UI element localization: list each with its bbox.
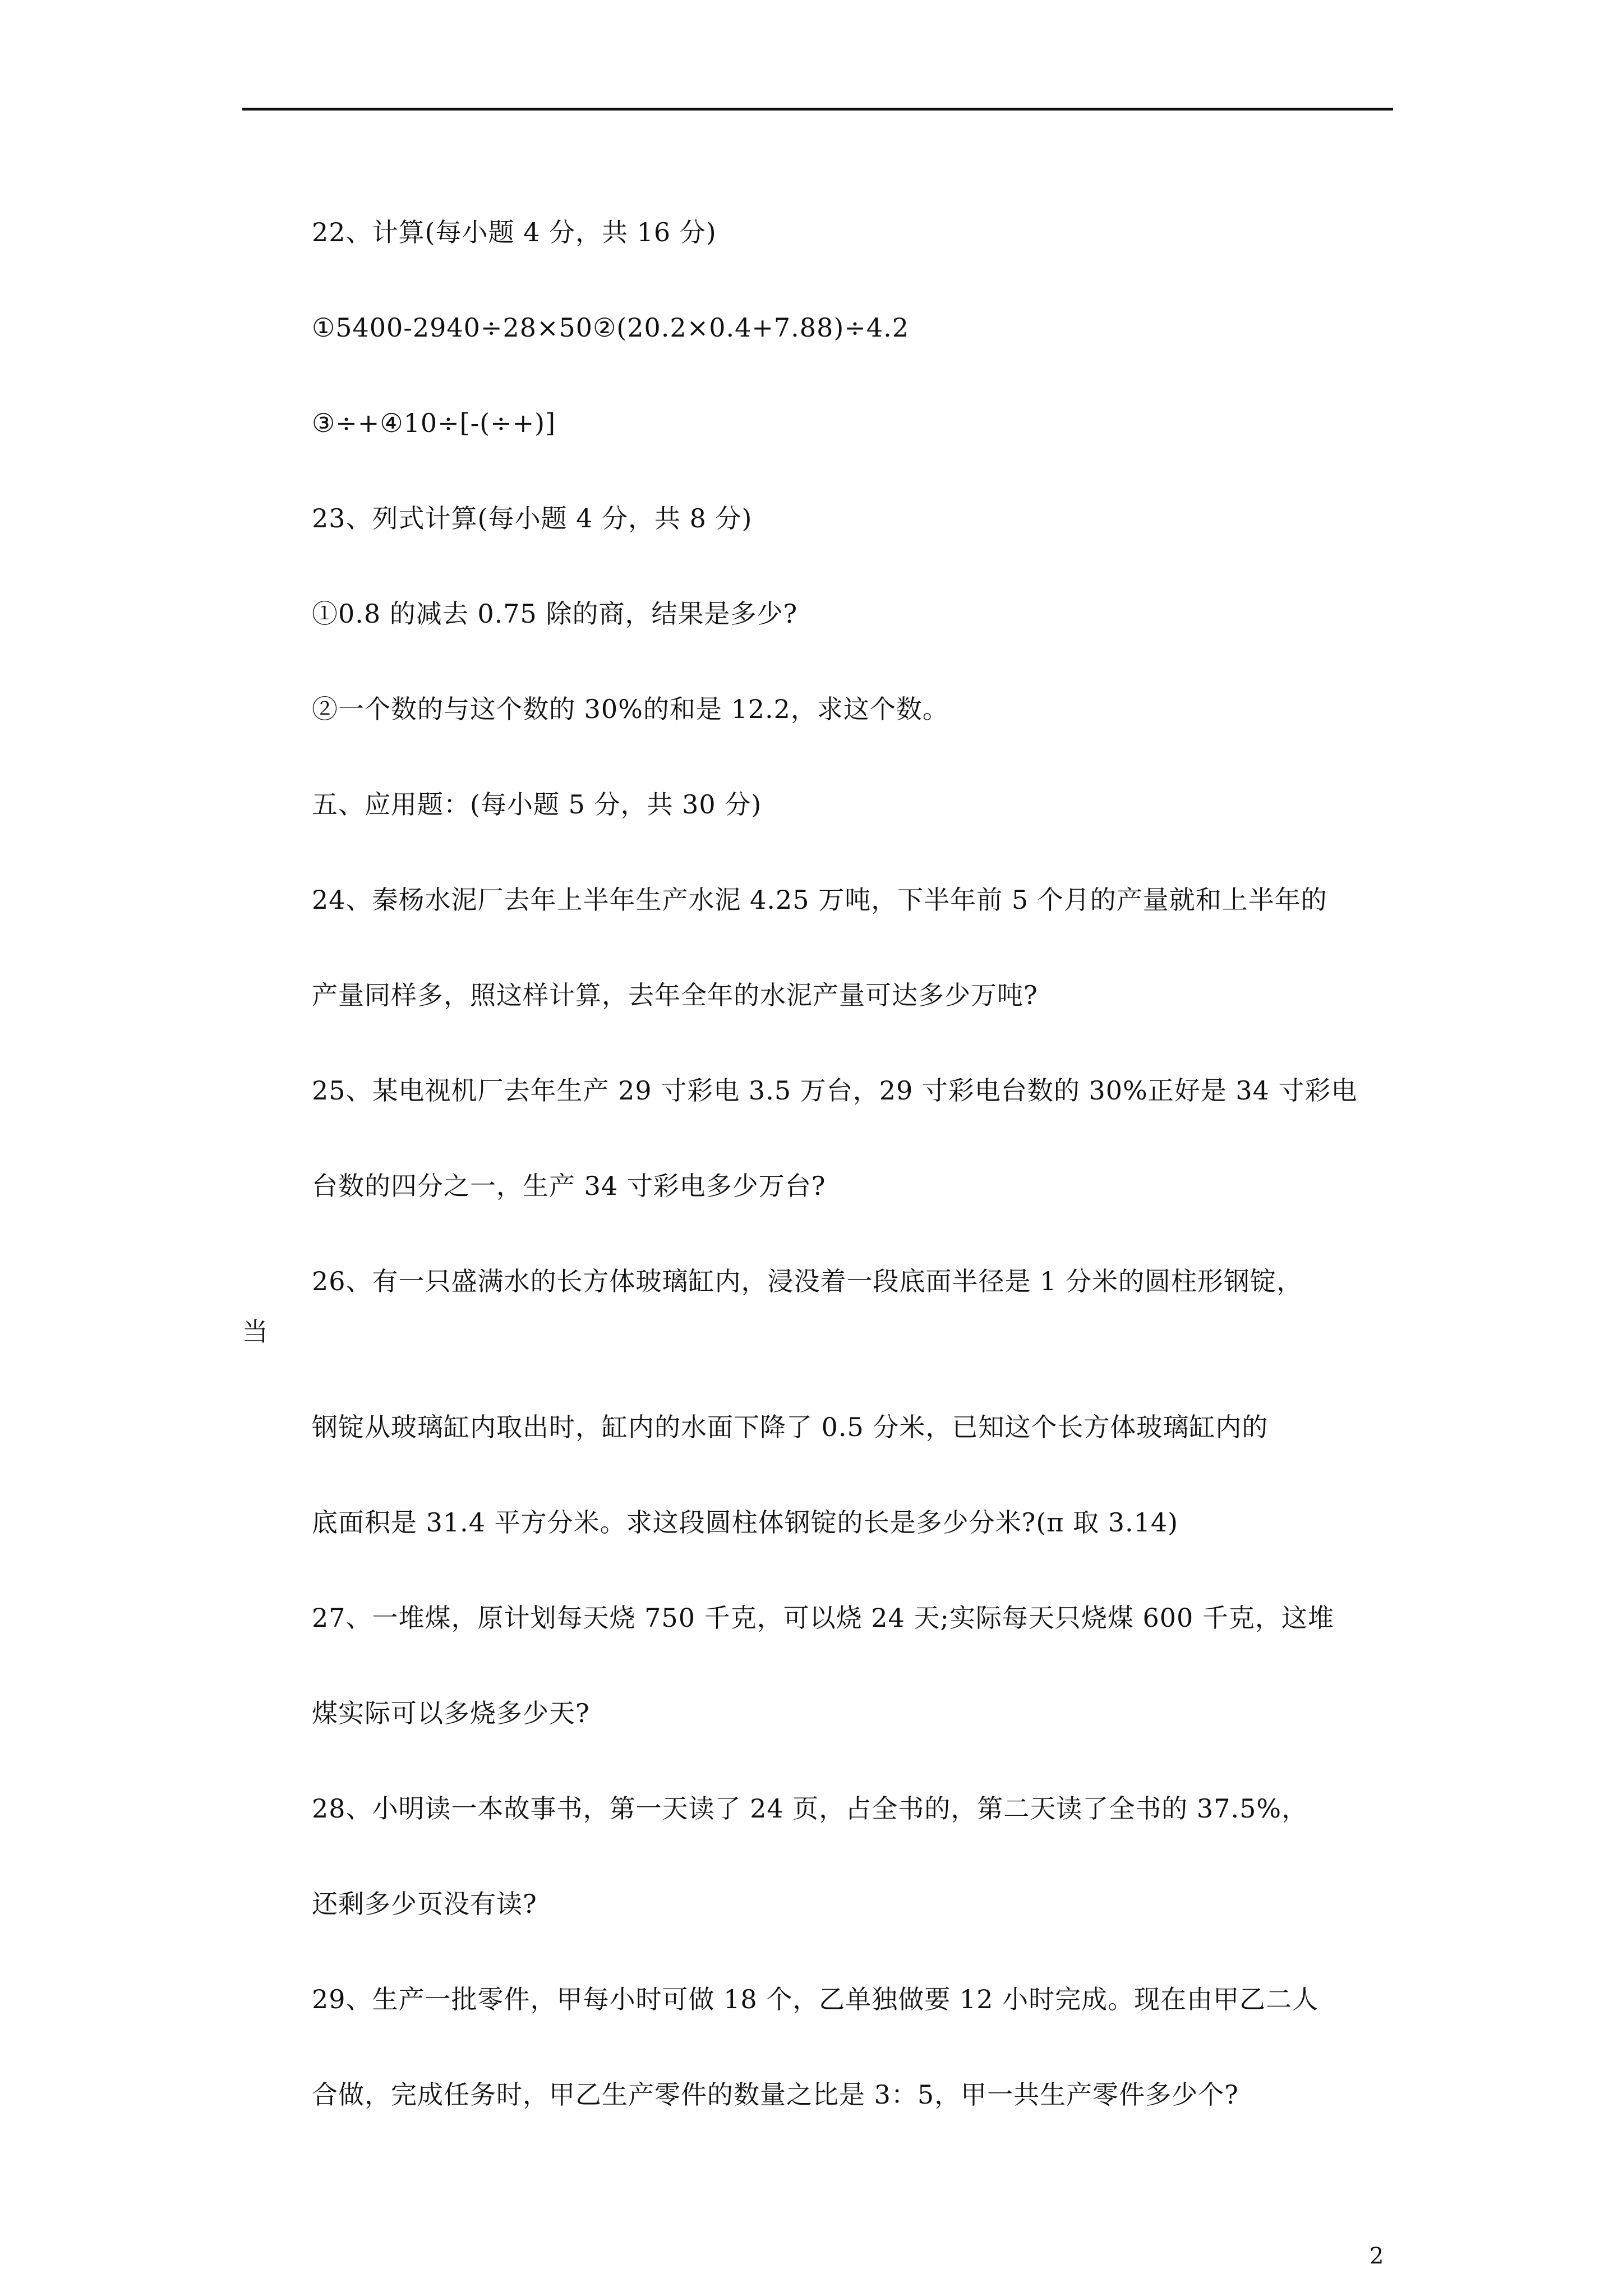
q23-item-2: ②一个数的与这个数的 30%的和是 12.2，求这个数。 [312, 694, 949, 724]
q23-heading: 23、列式计算(每小题 4 分，共 8 分) [312, 503, 753, 533]
section-5-heading: 五、应用题：(每小题 5 分，共 30 分) [312, 789, 762, 820]
q27-line-1: 27、一堆煤，原计划每天烧 750 千克，可以烧 24 天;实际每天只烧煤 600 千克，这堆 [312, 1603, 1334, 1633]
q27-line-2: 煤实际可以多烧多少天? [312, 1698, 590, 1728]
q25-line-1: 25、某电视机厂去年生产 29 寸彩电 3.5 万台，29 寸彩电台数的 30%正好是 34 寸彩电 [312, 1075, 1358, 1106]
q26-line-3: 底面积是 31.4 平方分米。求这段圆柱体钢锭的长是多少分米?(π 取 3.14) [312, 1507, 1179, 1538]
q22-heading: 22、计算(每小题 4 分，共 16 分) [312, 217, 717, 247]
q29-line-2: 合做，完成任务时，甲乙生产零件的数量之比是 3：5，甲一共生产零件多少个? [312, 2079, 1239, 2110]
q28-line-2: 还剩多少页没有读? [312, 1889, 537, 1919]
q24-line-2: 产量同样多，照这样计算，去年全年的水泥产量可达多少万吨? [312, 980, 1038, 1010]
q26-line-wrap: 当 [242, 1317, 269, 1347]
page-number: 2 [1370, 2243, 1384, 2269]
q23-item-1: ①0.8 的减去 0.75 除的商，结果是多少? [312, 599, 798, 629]
q28-line-1: 28、小明读一本故事书，第一天读了 24 页，占全书的，第二天读了全书的 37.5%， [312, 1793, 1308, 1824]
q26-line-2: 钢锭从玻璃缸内取出时，缸内的水面下降了 0.5 分米，已知这个长方体玻璃缸内的 [312, 1412, 1269, 1442]
q26-line-1: 26、有一只盛满水的长方体玻璃缸内，浸没着一段底面半径是 1 分米的圆柱形钢锭， [312, 1266, 1303, 1296]
header-rule [242, 108, 1393, 111]
q22-items-1-2: ①5400-2940÷28×50②(20.2×0.4+7.88)÷4.2 [312, 312, 909, 343]
q24-line-1: 24、秦杨水泥厂去年上半年生产水泥 4.25 万吨，下半年前 5 个月的产量就和上半年的 [312, 885, 1327, 915]
q25-line-2: 台数的四分之一，生产 34 寸彩电多少万台? [312, 1171, 826, 1201]
q29-line-1: 29、生产一批零件，甲每小时可做 18 个，乙单独做要 12 小时完成。现在由甲乙二人 [312, 1984, 1319, 2014]
q22-items-3-4: ③÷+④10÷[-(÷+)] [312, 408, 556, 438]
